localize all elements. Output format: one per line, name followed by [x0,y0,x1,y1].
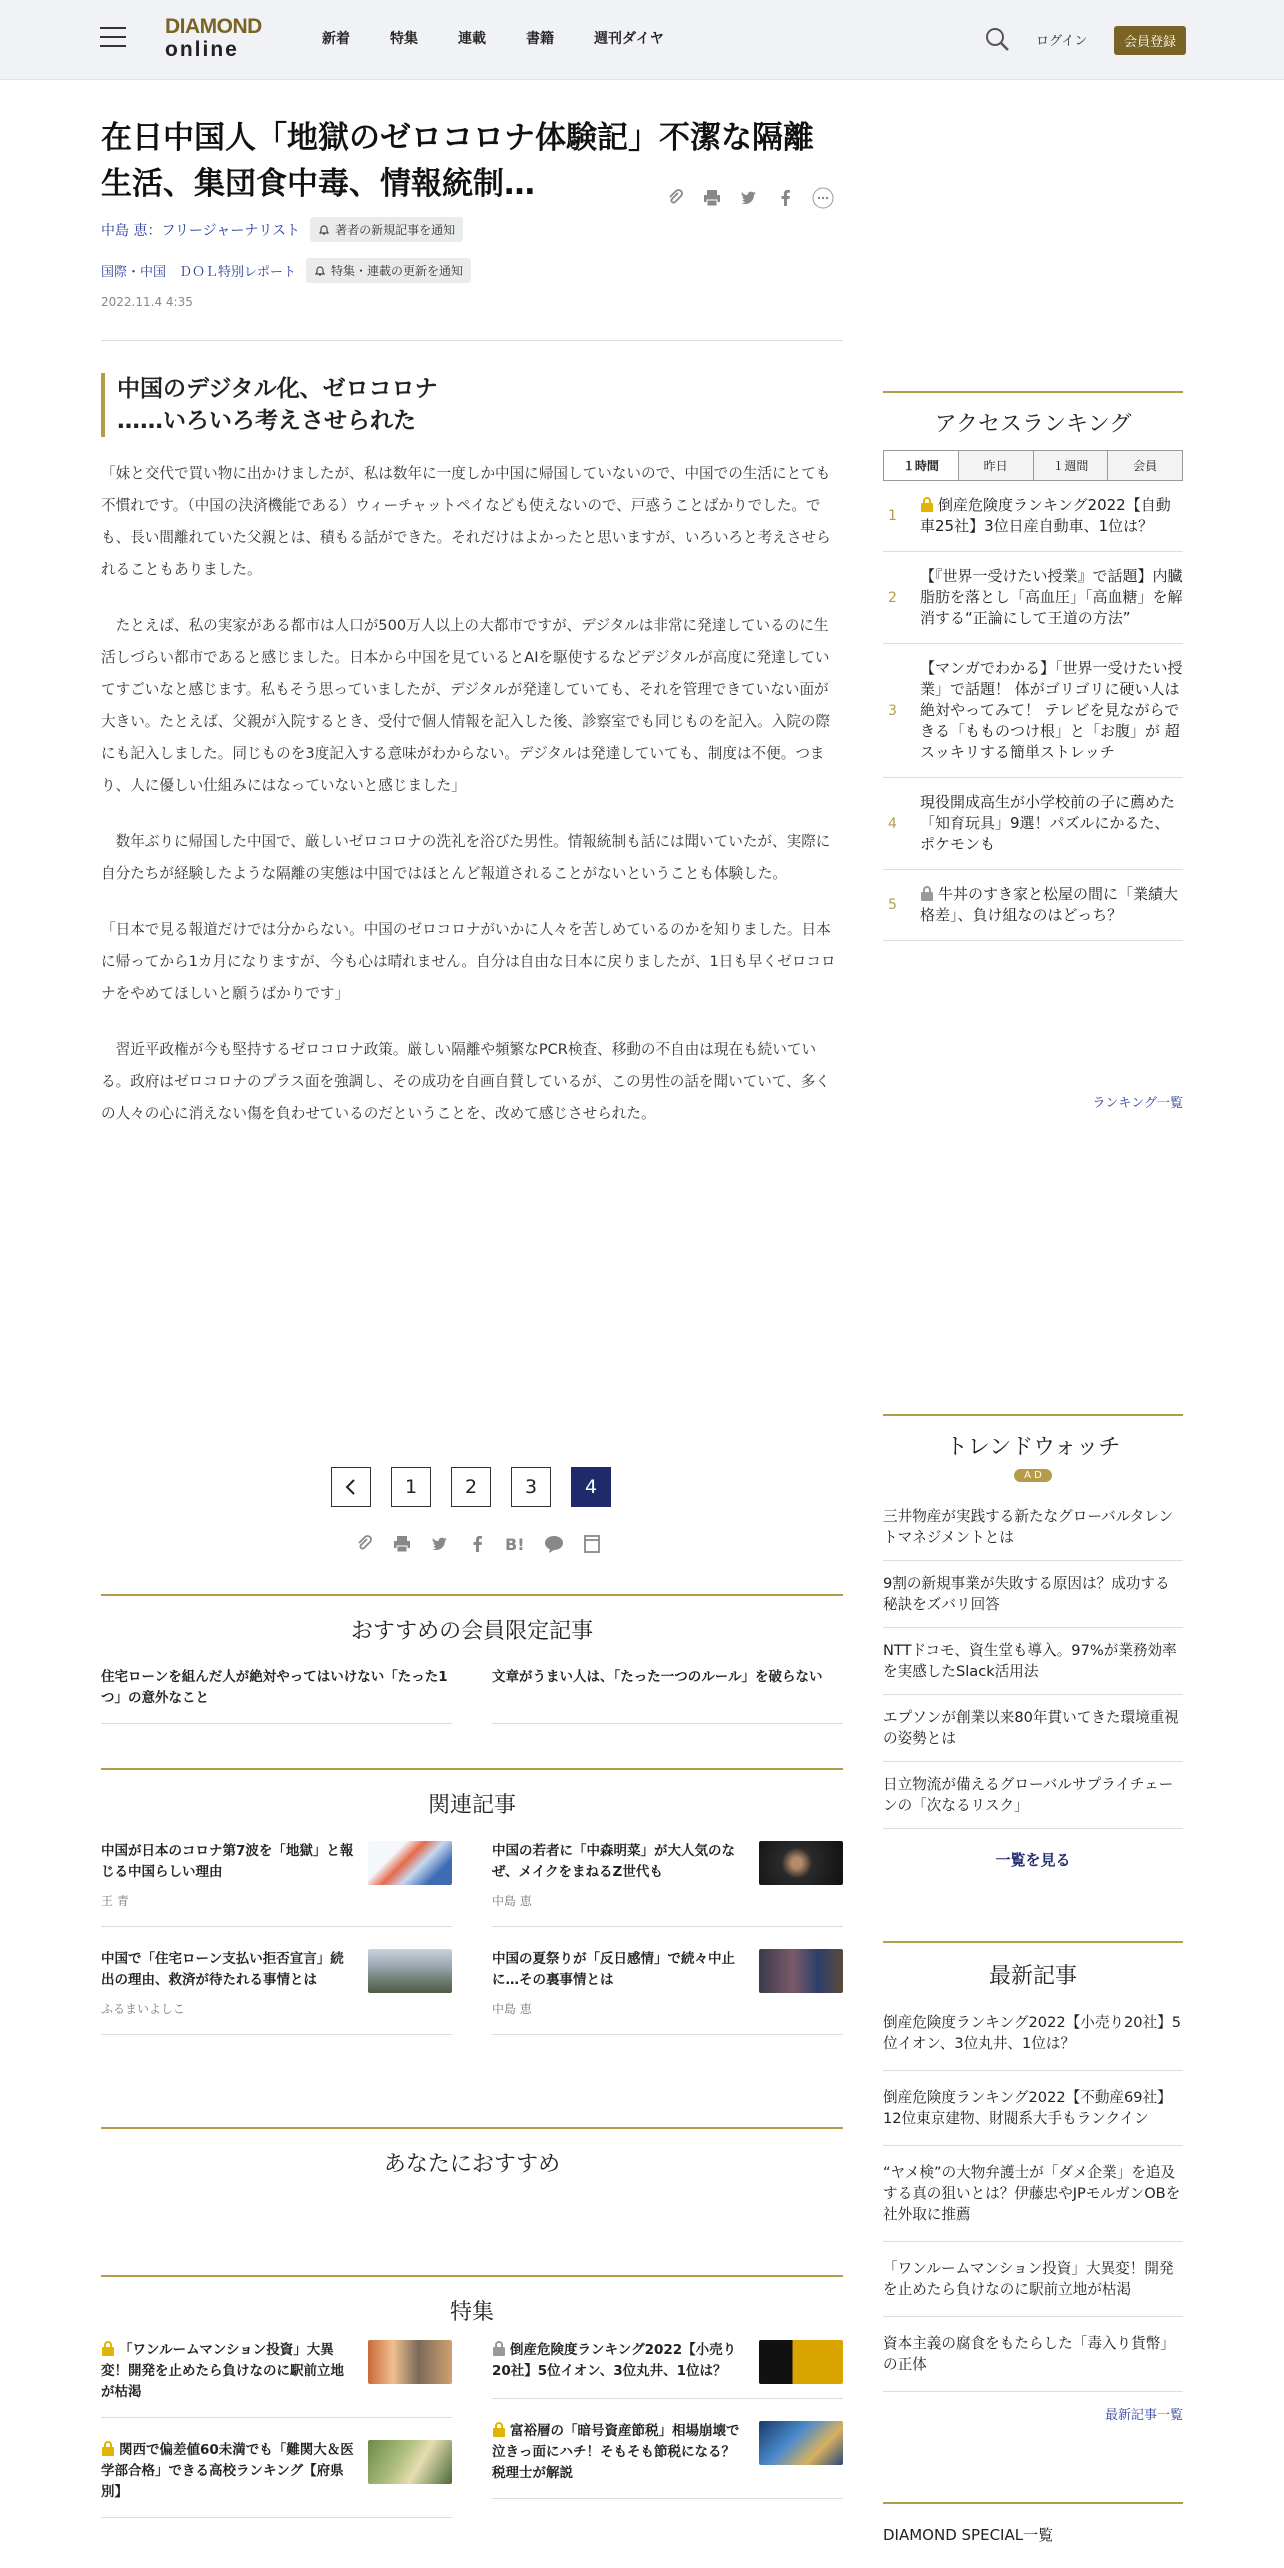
page-4-current[interactable]: 4 [571,1467,611,1507]
subhead-line-1: 中国のデジタル化、ゼロコロナ [117,376,438,402]
more-icon[interactable] [811,186,835,210]
latest-item[interactable]: 「ワンルームマンション投資」大異変！開発を止めたら負けなのに駅前立地が枯渇 [883,2242,1183,2317]
trend-item[interactable]: NTTドコモ、資生堂も導入。97%が業務効率を実感したSlack活用法 [883,1628,1183,1695]
login-link[interactable]: ログイン [1036,34,1088,49]
item-title: 倒産危険度ランキング2022【小売り20社】5位イオン、3位丸井、1位は？ [492,2342,737,2379]
latest-articles [883,1941,1183,2423]
paragraph: 「日本で見る報道だけでは分からない。中国のゼロコロナがいかに人々を苦しめているのかを知りました。日本に帰ってから1カ月になりますが、今も心は晴れません。自分は自由な日本に戻りましたが、1日も早くゼロコロナをやめてほしいと願うばかりです」 [101,921,836,1002]
latest-heading: 最新記事 [988,1964,1077,1989]
facebook-icon[interactable] [466,1532,490,1556]
nav-features[interactable]: 特集 [390,31,418,47]
latest-item[interactable]: 倒産危険度ランキング2022【不動産69社】12位東京建物、財閥系大手もランクイン [883,2071,1183,2146]
item-title: 住宅ローンを組んだ人が絶対やってはいけない「たった1つ」の意外なこと [101,1669,448,1706]
series-follow-label: 特集・連載の更新を通知 [331,264,464,278]
item-title: 中国が日本のコロナ第7波を「地獄」と報じる中国らしい理由 [101,1843,354,1880]
item-author: 中島 恵 [492,1894,532,1908]
item-title: 「ワンルームマンション投資」大異変！開発を止めたら負けなのに駅前立地が枯渇 [101,2342,344,2400]
access-ranking [883,391,1183,941]
line-icon[interactable] [542,1532,566,1556]
rank-number: 5 [888,897,897,913]
item-author: ふるまいよしこ [101,2002,186,2016]
site-header [0,0,1284,80]
item-author: 中島 恵 [492,2002,532,2016]
item-title: 文章がうまい人は、「たった一つのルール」を破らない [492,1669,823,1685]
trend-heading: トレンドウォッチ [945,1435,1121,1460]
rank-title: 【マンガでわかる】「世界一受けたい授業」で話題！ 体がゴリゴリに硬い人は絶対やってみて！ テレビを見ながらできる「もものつけ根」と「お腹」が 超スッキリする簡単ストレッチ [920,659,1183,761]
header-divider [101,340,843,341]
related-articles-section [101,1768,843,2057]
list-item[interactable] [101,1667,452,1724]
section-heading: 関連記事 [101,1768,843,1819]
trend-item[interactable]: 三井物産が実践する新たなグローバルタレントマネジメントとは [883,1494,1183,1561]
recommend-section [101,2127,843,2178]
lock-icon [492,2340,506,2356]
section-heading: あなたにおすすめ [101,2127,843,2178]
list-item[interactable] [101,1949,452,2035]
rank-number: 4 [888,815,897,832]
latest-more-link[interactable]: 最新記事一覧 [1104,2408,1183,2423]
nav-series[interactable]: 連載 [458,31,486,47]
item-title: 中国で「住宅ローン支払い拒否宣言」続出の理由、救済が待たれる事情とは [101,1951,344,1988]
rank-title: 牛丼のすき家と松屋の間に「業績大格差」、負け組なのはどっち？ [920,885,1179,924]
thumbnail-image [368,2340,452,2384]
svg-text:B!: B! [505,1535,525,1553]
chevron-left-icon [344,1478,358,1496]
paragraph: 「妹と交代で買い物に出かけましたが、私は数年に一度しか中国に帰国していないので、中国での生活にとても不慣れです。（中国の決済機能である）ウィーチャットペイなども使えないので、戸惑うことばかりでした。でも、長い間離れていた父親とは、積もる話ができた。それだけはよかったと思いますが、いろいろと考えさせられることもありました。 [101,465,831,578]
paragraph: 習近平政権が今も堅持するゼロコロナ政策。厳しい隔離や頻繁なPCR検査、移動の不自由は現在も続いている。政府はゼロコロナのプラス面を強調し、その成功を自画自賛しているが、この男性の話を聞いていて、多くの人々の心に消えない傷を負わせているのだということを、改めて感じさせられた。 [101,1041,830,1122]
author-link[interactable]: 中島 恵：フリージャーナリスト [101,222,301,239]
item-title: 中国の夏祭りが「反日感情」で続々中止に…その裏事情とは [492,1951,735,1988]
item-title: 関西で偏差値60未満でも「難関大＆医学部合格」できる高校ランキング【府県別】 [101,2442,354,2500]
trend-more-link[interactable]: 一覧を見る [995,1851,1071,1869]
list-item[interactable] [101,1841,452,1927]
main-nav [322,28,664,48]
list-item[interactable] [492,2421,843,2499]
thumbnail-image [759,2421,843,2465]
publish-date: 2022.11.4 4:35 [101,295,193,309]
facebook-icon[interactable] [774,186,798,210]
page-2[interactable]: 2 [451,1467,491,1507]
series-follow-button[interactable] [306,258,471,283]
tab-1hour[interactable]: １時間 [884,451,959,480]
hatena-bookmark-icon[interactable] [504,1532,528,1556]
rank-title: 現役開成高生が小学校前の子に薦めた「知育玩具」9選！パズルにかるた、ポケモンも [920,793,1176,853]
nav-weekly[interactable]: 週刊ダイヤ [594,31,664,47]
lock-icon [101,2340,115,2356]
nav-books[interactable]: 書籍 [526,31,554,47]
thumbnail-image [759,2340,843,2384]
bell-icon [318,224,330,236]
article-header [101,115,843,309]
prev-page-button[interactable] [331,1467,371,1507]
bell-icon [314,265,326,277]
search-icon[interactable] [984,26,1010,52]
thumbnail-image [368,1841,452,1885]
article-body [101,458,843,1154]
ranking-heading: アクセスランキング [934,412,1132,437]
twitter-icon[interactable] [737,186,761,210]
lock-icon [492,2421,506,2437]
author-follow-button[interactable] [310,217,463,242]
logo-top: DIAMOND [165,15,262,38]
special-section [101,2275,843,2540]
diamond-special-label: DIAMOND SPECIAL一覧 [883,2526,1054,2544]
ranking-item[interactable] [883,644,1183,778]
twitter-icon[interactable] [428,1532,452,1556]
trend-item[interactable]: エプソンが創業以来80年貫いてきた環境重視の姿勢とは [883,1695,1183,1762]
category-link[interactable]: 国際・中国 ＤＯＬ特別レポート [101,265,297,280]
share-bar-bottom [352,1532,604,1556]
subhead-line-2: ……いろいろ考えさせられた [117,408,416,434]
ranking-item[interactable] [883,870,1183,941]
menu-icon[interactable] [100,27,126,49]
latest-item[interactable]: “ヤメ検”の大物弁護士が「ダメ企業」を追及する真の狙いとは？伊藤忠やJPモルガンOBを社外取に推薦 [883,2146,1183,2242]
list-item[interactable] [492,2340,843,2399]
ad-badge: A D [1014,1469,1052,1482]
rank-title: 倒産危険度ランキング2022【自動車25社】3位日産自動車、1位は？ [920,496,1171,535]
rank-number: 3 [888,702,897,719]
rank-title: 【『世界一受けたい授業』で話題】内臓脂肪を落とし「高血圧」「高血糖」を解消する“正論にして王道の方法” [920,567,1183,627]
nav-new[interactable]: 新着 [322,31,350,47]
share-bar-top [663,186,835,210]
item-title: 中国の若者に「中森明菜」が大人気のなぜ、メイクをまねるZ世代も [492,1843,735,1880]
paragraph: 数年ぶりに帰国した中国で、厳しいゼロコロナの洗礼を浴びた男性。情報統制も話には聞いていたが、実際に自分たちが経験したような隔離の実態は中国ではほとんど報道されることがないということも体験した。 [101,833,831,882]
tab-yesterday[interactable]: 昨日 [959,451,1034,480]
bookmark-icon[interactable] [580,1532,604,1556]
thumbnail-image [368,1949,452,1993]
latest-item[interactable]: 倒産危険度ランキング2022【小売り20社】5位イオン、3位丸井、1位は？ [883,2002,1183,2071]
thumbnail-image [759,1949,843,1993]
lock-icon [920,496,934,512]
trend-item[interactable]: 日立物流が備えるグローバルサプライチェーンの「次なるリスク」 [883,1762,1183,1829]
page-3[interactable]: 3 [511,1467,551,1507]
pagination [331,1467,611,1507]
lock-icon [920,885,934,901]
trend-item[interactable]: 9割の新規事業が失敗する原因は？成功する秘訣をズバリ回答 [883,1561,1183,1628]
section-heading: おすすめの会員限定記事 [101,1594,843,1645]
section-heading: 特集 [101,2275,843,2326]
paragraph: たとえば、私の実家がある都市は人口が500万人以上の大都市ですが、デジタルは非常に発達しているのに生活しづらい都市であると感じました。日本から中国を見ているとAIを駆使するなどデジタルが高度に発達していてすごいなと感じます。私もそう思っていましたが、デジタルが発達していても、それを管理できていない面が大きい。たとえば、父親が入院するとき、受付で個人情報を記入した後、診察室でも同じものを記入。入院の際にも記入しました。同じものを3度記入する意味がわからない。デジタルは発達していても、制度は不便。つまり、人に優しい仕組みにはなっていないと感じました」 [101,617,831,794]
tab-member[interactable]: 会員 [1108,451,1182,480]
latest-item[interactable]: 資本主義の腐食をもたらした「毒入り貨幣」の正体 [883,2317,1183,2392]
rank-number: 1 [888,508,897,524]
ranking-tabs [883,450,1183,481]
page-1[interactable]: 1 [391,1467,431,1507]
list-item[interactable] [492,1667,843,1724]
rank-number: 2 [888,589,897,606]
item-author: 王 青 [101,1894,129,1908]
clip-icon[interactable] [352,1532,376,1556]
article-subhead [101,373,843,437]
logo-bottom: online [165,38,239,61]
ranking-item[interactable] [883,778,1183,870]
item-title: 富裕層の「暗号資産節税」相場崩壊で泣きっ面にハチ！そもそも節税になる？税理士が解説 [492,2423,740,2481]
clip-icon[interactable] [663,186,687,210]
register-button[interactable]: 会員登録 [1114,26,1186,55]
ranking-item[interactable] [883,552,1183,644]
list-item[interactable] [492,1841,843,1927]
list-item[interactable] [492,1949,843,2035]
ranking-item[interactable] [883,481,1183,552]
list-item[interactable] [101,2440,452,2518]
article-title: 在日中国人「地獄のゼロコロナ体験記」不潔な隔離生活、集団食中毒、情報統制… [101,120,814,202]
author-follow-label: 著者の新規記事を通知 [335,223,456,237]
thumbnail-image [759,1841,843,1885]
ranking-more-link[interactable]: ランキング一覧 [1092,1096,1183,1111]
print-icon[interactable] [390,1532,414,1556]
trend-watch [883,1414,1183,1870]
site-logo[interactable] [165,16,275,66]
lock-icon [101,2440,115,2456]
member-articles-section [101,1594,843,1746]
diamond-special-link[interactable] [883,2502,1183,2545]
tab-1week[interactable]: １週間 [1034,451,1109,480]
list-item[interactable] [101,2340,452,2418]
print-icon[interactable] [700,186,724,210]
thumbnail-image [368,2440,452,2484]
